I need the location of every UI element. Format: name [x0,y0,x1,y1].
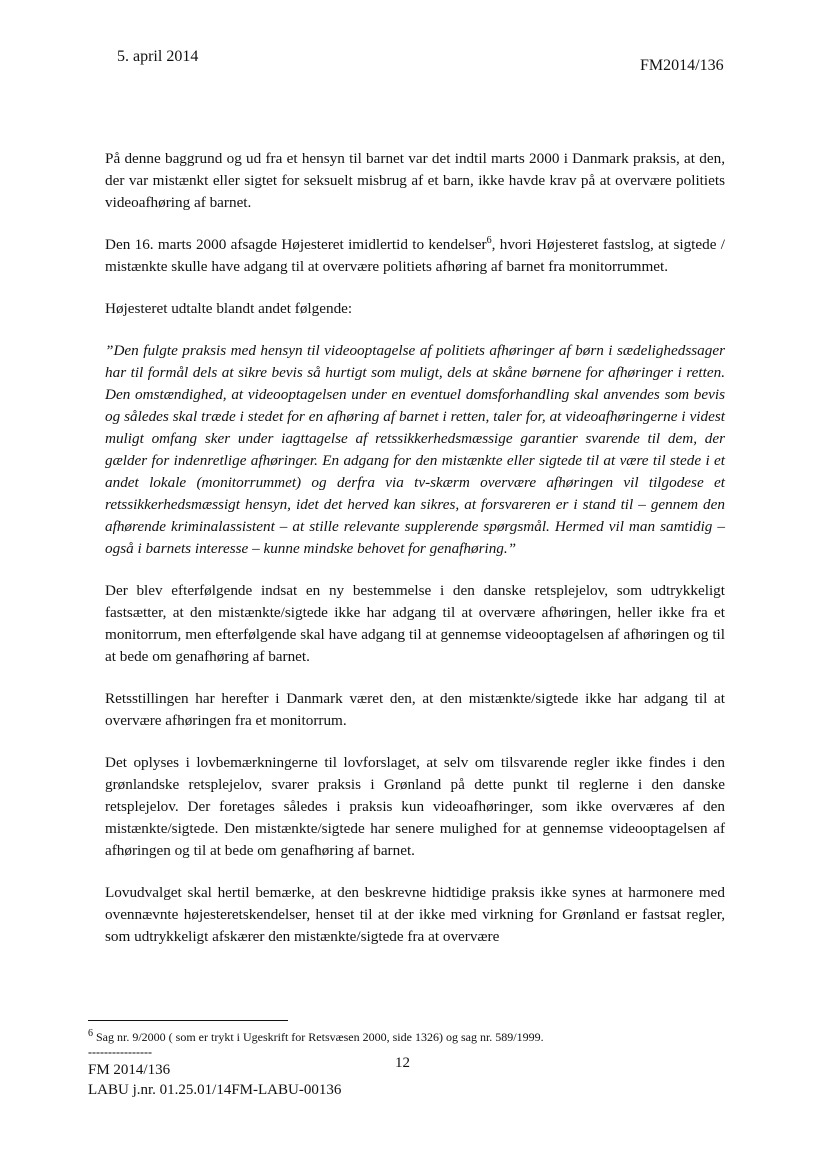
footnote-text: Sag nr. 9/2000 ( som er trykt i Ugeskrift for Retsvæsen 2000, side 1326) og sag nr. 589/1999. [96,1030,544,1044]
paragraph-3: Højesteret udtalte blandt andet følgende: [105,300,353,317]
footer-line-1: FM 2014/136 [88,1062,171,1078]
page-number: 12 [395,1055,410,1071]
header-date: 5. april 2014 [117,48,199,65]
paragraph-8: Lovudvalget skal hertil bemærke, at den beskrevne hidtidige praksis ikke synes at harmonere med ovennævnte højesteretskendelser, henset til at der ikke med virkning for Grønland er fastsat regler, som udtrykkeligt afskærer den mistænkte/sigtede fra at overvære [105,884,725,945]
header-reference: FM2014/136 [640,57,724,74]
footnote-marker: 6 [88,1028,93,1039]
quote-paragraph: ”Den fulgte praksis med hensyn til videooptagelse af politiets afhøringer af børn i sædelighedssager har til formål dels at sikre bevis så hurtigt som muligt, dels at skåne børnene for afhøringer i retten. Den omstændighed, at videooptagelsen under en eventuel domsforhandling skal anvendes som bevis og således skal træde i stedet for en afhøring af barnet i retten, taler for, at videoafhøringerne i videst muligt omfang sker under iagttagelse af retssikkerhedsmæssige garantier svarende til dem, der gælder for indenretlige afhøringer. En adgang for den mistænkte eller sigtede til at være til stede i et andet lokale (monitorrummet) og derfra via tv-skærm overvære afhøringen vil tilgodese et retssikkerhedsmæssigt hensyn, idet det herved kan sikres, at forsvareren er i stand til – gennem den afhørende kriminalassistent – at stille relevante supplerende spørgsmål. Hermed vil man samtidig – også i barnets interesse – kunne mindske behovet for genafhøring.” [105,342,725,557]
document-body [105,148,725,968]
paragraph-1: På denne baggrund og ud fra et hensyn til barnet var det indtil marts 2000 i Danmark praksis, at den, der var mistænkt eller sigtet for seksuelt misbrug af et barn, ikke havde krav på at overvære politiets videoafhøring af barnet. [105,150,725,211]
paragraph-2-part-a: Den 16. marts 2000 afsagde Højesteret imidlertid to kendelser [105,236,487,253]
footnote-divider [88,1020,288,1021]
paragraph-5: Der blev efterfølgende indsat en ny bestemmelse i den danske retsplejelov, som udtrykkeligt fastsætter, at den mistænkte/sigtede ikke har adgang til at overvære afhøringen, heller ikke fra et monitorrum, men efterfølgende skal have adgang til at gennemse videooptagelsen af afhøringen og til at bede om genafhøring af barnet. [105,582,725,665]
footer-line-2: LABU j.nr. 01.25.01/14FM-LABU-00136 [88,1082,342,1098]
paragraph-7: Det oplyses i lovbemærkningerne til lovforslaget, at selv om tilsvarende regler ikke findes i den grønlandske retsplejelov, svarer praksis i Grønland på dette punkt til reglerne i den danske retsplejelov. Der foretages således i praksis kun videoafhøringer, som ikke overværes af den mistænkte/sigtede. Den mistænkte/sigtede har senere mulighed for at gennemse videooptagelsen af afhøringen og til at bede om genafhøring af barnet. [105,754,725,859]
footnote-reference: 6 [486,234,492,246]
footnote [88,1030,544,1045]
paragraph-6: Retsstillingen har herefter i Danmark været den, at den mistænkte/sigtede ikke har adgang til at overvære afhøringen fra et monitorrum. [105,690,725,729]
paragraph-2 [105,234,725,278]
paragraph-2-part-b: , hvori Højesteret fastslog, at sigtede / mistænkte skulle have adgang til at overvære politiets afhøring af barnet fra monitorrummet. [105,236,725,275]
footer-dashes: ---------------- [88,1045,152,1059]
